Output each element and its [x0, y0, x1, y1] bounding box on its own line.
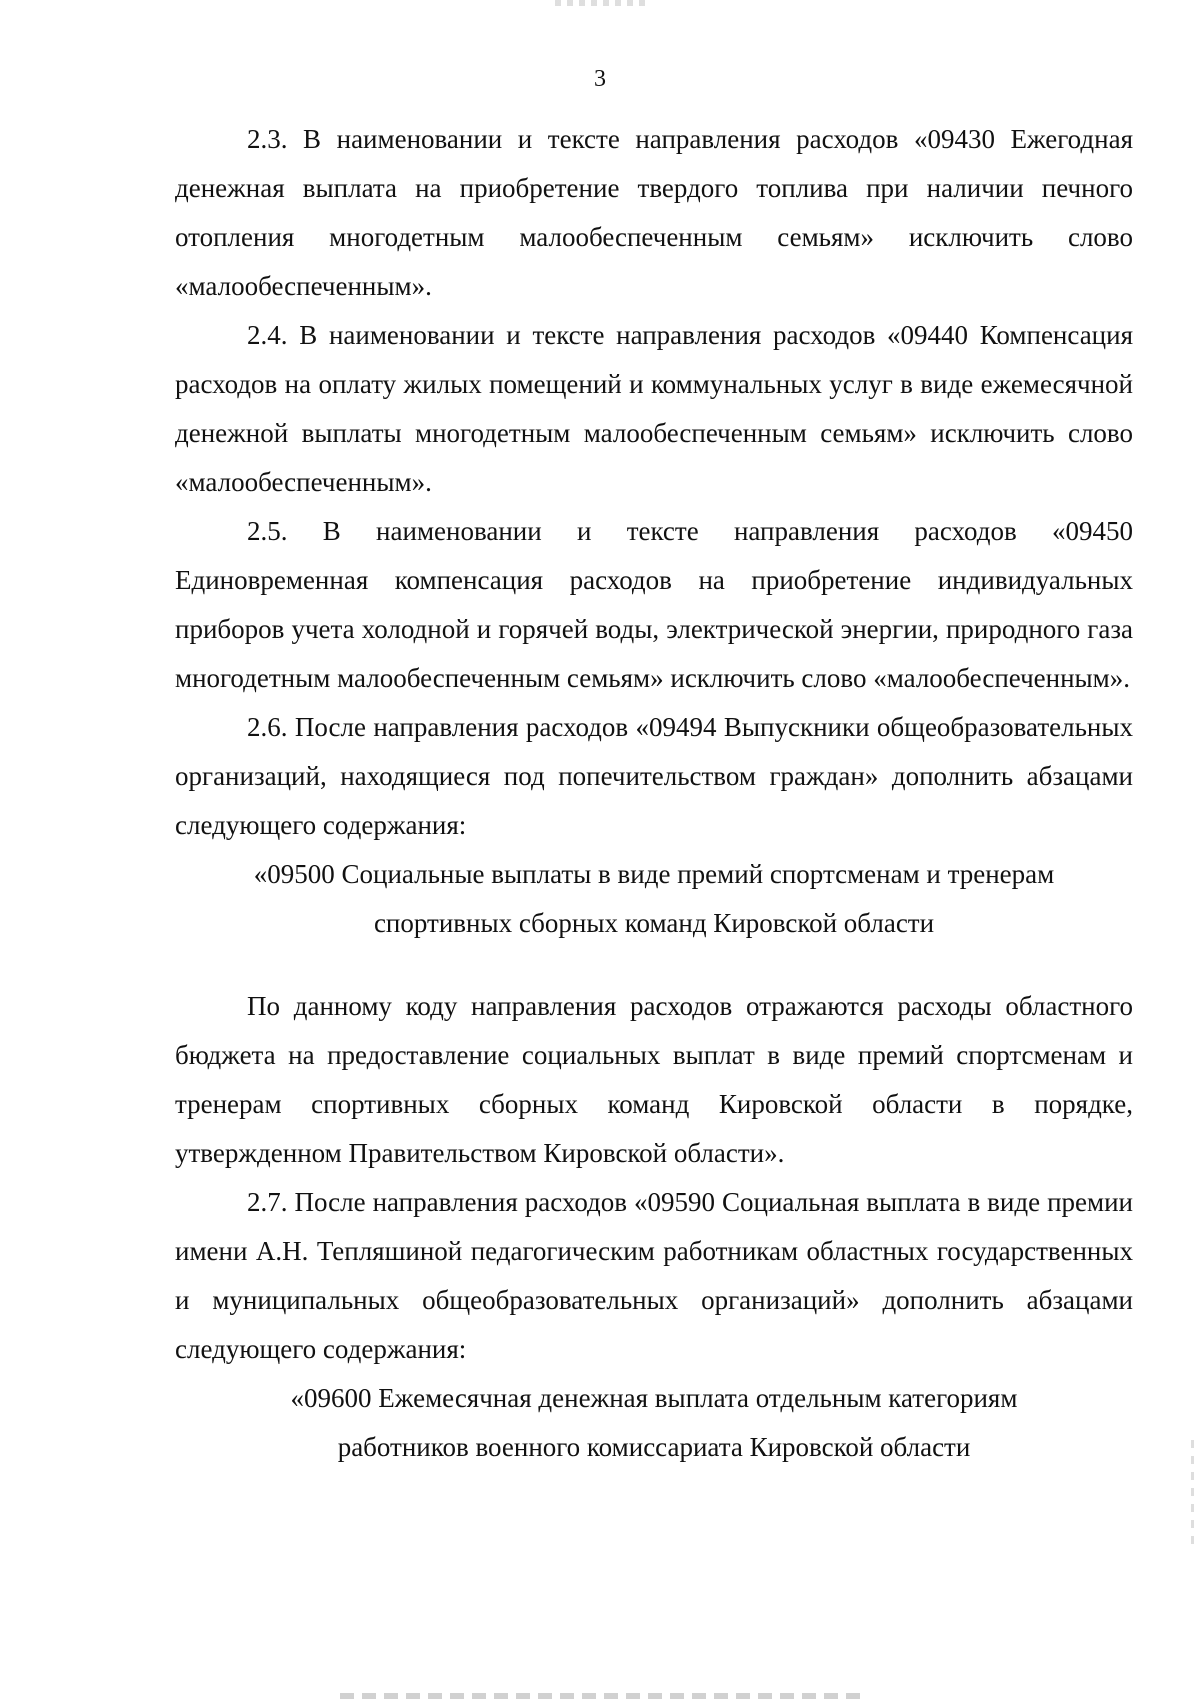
page-number: 3	[594, 66, 606, 92]
paragraph-2-5: 2.5. В наименовании и тексте направления расходов «09450 Единовременная компенсация расходов на приобретение индивидуальных приборов учета холодной и горячей воды, электрической энергии, природного газа многодетным малообеспеченным семьям» исключить слово «малообеспеченным».	[175, 516, 1133, 693]
scan-artifact-top	[555, 0, 645, 6]
paragraph-2-7: 2.7. После направления расходов «09590 Социальная выплата в виде премии имени А.Н. Тепляшиной педагогическим работникам областных государственных и муниципальных общеобразовательных организаций» дополнить абзацами следующего содержания:	[175, 1187, 1133, 1364]
paragraph-2-3: 2.3. В наименовании и тексте направления расходов «09430 Ежегодная денежная выплата на приобретение твердого топлива при наличии печного отопления многодетным малообеспеченным семьям» исключить слово «малообеспеченным».	[175, 124, 1133, 301]
heading-09500-line-1: «09500 Социальные выплаты в виде премий спортсменам и тренерам	[253, 859, 1055, 889]
heading-09600-line-1: «09600 Ежемесячная денежная выплата отдельным категориям	[290, 1383, 1018, 1413]
paragraph-09500-body: По данному коду направления расходов отражаются расходы областного бюджета на предоставление социальных выплат в виде премий спортсменам и тренерам спортивных сборных команд Кировской области в порядке, утвержденном Правительством Кировской области».	[175, 991, 1133, 1168]
scan-artifact-right	[1191, 1440, 1194, 1550]
heading-09600-line-2: работников военного комиссариата Кировской области	[337, 1432, 971, 1462]
heading-09500-line-2: спортивных сборных команд Кировской области	[373, 908, 935, 938]
spacer	[175, 948, 1133, 982]
paragraph-2-4: 2.4. В наименовании и тексте направления расходов «09440 Компенсация расходов на оплату жилых помещений и коммунальных услуг в виде ежемесячной денежной выплаты многодетным малообеспеченным семьям» исключить слово «малообеспеченным».	[175, 320, 1133, 497]
paragraph-2-6: 2.6. После направления расходов «09494 Выпускники общеобразовательных организаций, находящиеся под попечительством граждан» дополнить абзацами следующего содержания:	[175, 712, 1133, 840]
scan-artifact-bottom	[340, 1693, 860, 1699]
document-body	[175, 115, 1133, 1472]
